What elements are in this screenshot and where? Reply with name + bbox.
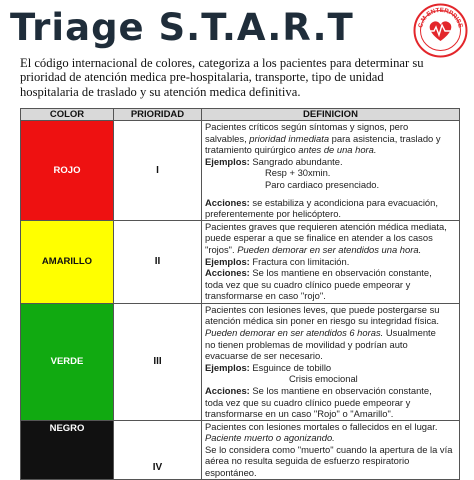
intro-line: El código internacional de colores, categoriza a los pacientes para determinar su xyxy=(20,56,424,70)
svg-text:C.M ENTERPRISE: C.M ENTERPRISE xyxy=(417,6,464,29)
column-header-color: COLOR xyxy=(21,109,114,121)
color-cell: NEGRO xyxy=(21,420,114,479)
table-row-verde xyxy=(21,303,460,420)
priority-cell: II xyxy=(114,220,202,303)
priority-cell: I xyxy=(114,121,202,221)
definition-cell: Pacientes graves que requieren atención médica mediata, puede esperar a que se finalice en atender a los casos "rojos". Pueden demorar en ser atendidos una hora. Ejemplos: Fractura con limitación. Acciones: Se los mantiene en observación constante, toda vez que su cuadro clínico puede empeorar y transformarse en caso "rojo". xyxy=(202,220,460,303)
table-row-rojo xyxy=(21,121,460,221)
column-header-priority: PRIORIDAD xyxy=(114,109,202,121)
intro-paragraph xyxy=(20,56,458,99)
table-header-row xyxy=(21,109,460,121)
intro-line: prioridad de atención medica pre-hospitalaria, transporte, tipo de unidad xyxy=(20,70,384,85)
priority-cell: IV xyxy=(114,420,202,479)
page-title: Triage S.T.A.R.T xyxy=(10,6,354,49)
definition-cell: Pacientes con lesiones leves, que puede postergarse su atención médica sin poner en riesgo su integridad física. Pueden demorar en ser atendidos 6 horas. Usualmente no tienen problemas de movilidad y podrían auto evacuarse de ser necesario. Ejemplos: Esguince de tobillo Crisis emocional Acciones: Se los mantiene en observación constante, toda vez que su cuadro clínico puede empeorar y transformarse en un caso "Rojo" o "Amarillo". xyxy=(202,303,460,420)
heart-logo-icon xyxy=(413,3,468,58)
definition-cell: Pacientes con lesiones mortales o fallecidos en el lugar. Paciente muerto o agonizando. Se lo considera como "muerto" cuando la apertura de la vía aérea no resulta seguida de esfuerzo respiratorio espontáneo. xyxy=(202,420,460,479)
intro-line: hospitalaria de traslado y su atención medica definitiva. xyxy=(20,84,301,99)
triage-table xyxy=(20,108,460,480)
color-cell: VERDE xyxy=(21,303,114,420)
column-header-definition: DEFINICION xyxy=(202,109,460,121)
table-row-negro xyxy=(21,420,460,479)
table-row-amarillo xyxy=(21,220,460,303)
color-cell: ROJO xyxy=(21,121,114,221)
definition-cell: Pacientes críticos según síntomas y signos, pero salvables, prioridad inmediata para asistencia, traslado y tratamiento quirúrgico antes de una hora. Ejemplos: Sangrado abundante. Resp + 30xmin. Paro cardiaco presenciado. Acciones: se estabiliza y acondiciona para evacuación, preferentemente por helicóptero. xyxy=(202,121,460,221)
color-cell: AMARILLO xyxy=(21,220,114,303)
priority-cell: III xyxy=(114,303,202,420)
